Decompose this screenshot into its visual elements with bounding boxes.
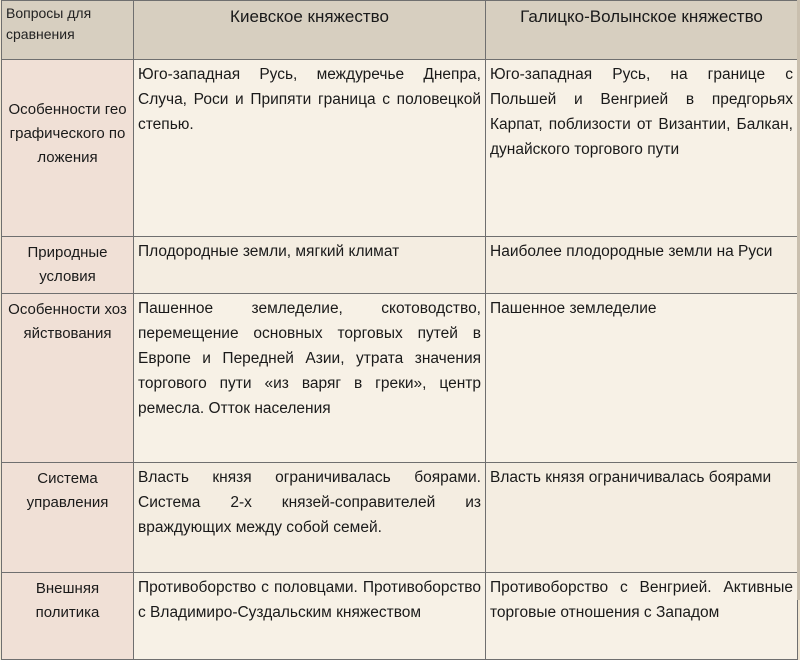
row-label-economy: Особенности хозяйствования — [2, 294, 134, 463]
row-label-governance: Система управления — [2, 463, 134, 573]
cell-kiev-foreign-policy: Противоборство с половцами. Противоборство с Владимиро-Суздальским княжеством — [134, 573, 486, 660]
row-label-geography: Особенности географического положения — [2, 60, 134, 237]
header-kiev: Киевское княжество — [134, 1, 486, 60]
table-row — [2, 60, 798, 237]
header-galicia: Галицко-Волынское княжество — [486, 1, 798, 60]
cell-galicia-economy: Пашенное земледелие — [486, 294, 798, 463]
cell-kiev-nature: Плодородные земли, мягкий климат — [134, 237, 486, 294]
header-row — [2, 1, 798, 60]
table-row — [2, 294, 798, 463]
cell-kiev-governance: Власть князя ограничивалась боярами. Система 2-х князей-соправителей из враждующих между собой семей. — [134, 463, 486, 573]
table-row — [2, 237, 798, 294]
cell-galicia-governance: Власть князя ограничивалась боярами — [486, 463, 798, 573]
row-label-foreign-policy: Внешняя политика — [2, 573, 134, 660]
cell-galicia-foreign-policy: Противоборство с Венгрией. Активные торговые отношения с Западом — [486, 573, 798, 660]
cell-kiev-geography: Юго-западная Русь, междуречье Днепра, Случа, Роси и Припяти граница с половецкой степью. — [134, 60, 486, 237]
table-row — [2, 463, 798, 573]
header-questions: Вопросы для сравнения — [2, 1, 134, 60]
cell-kiev-economy: Пашенное земледелие, скотоводство, перемещение основных торговых путей в Европе и Передней Азии, утрата значения торгового пути «из варяг в греки», центр ремесла. Отток населения — [134, 294, 486, 463]
comparison-table — [1, 0, 798, 660]
row-label-nature: Природные условия — [2, 237, 134, 294]
table-row — [2, 573, 798, 660]
cell-galicia-geography: Юго-западная Русь, на границе с Польшей и Венгрией в предгорьях Карпат, поблизости от Византии, Балкан, дунайского торгового пути — [486, 60, 798, 237]
cell-galicia-nature: Наиболее плодородные земли на Руси — [486, 237, 798, 294]
